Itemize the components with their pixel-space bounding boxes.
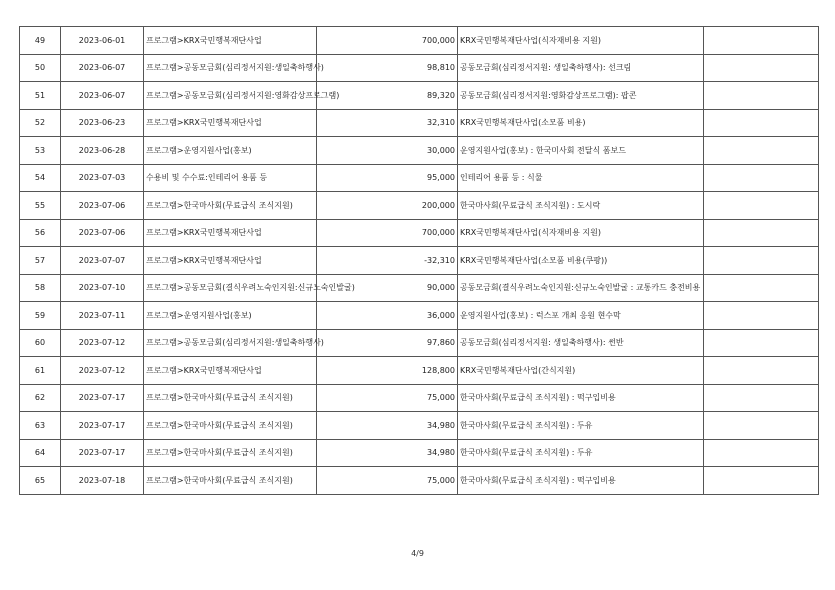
row-amount: 30,000 — [317, 137, 458, 165]
row-amount: 700,000 — [317, 27, 458, 55]
row-detail: 운영지원사업(홍보) : 한국미사회 전달식 폼보드 — [458, 137, 704, 165]
row-date: 2023-07-18 — [61, 467, 144, 495]
row-number: 57 — [20, 247, 61, 275]
row-category: 프로그램>한국마사회(무료급식 조식지원) — [144, 467, 317, 495]
row-number: 63 — [20, 412, 61, 440]
row-number: 55 — [20, 192, 61, 220]
row-date: 2023-07-11 — [61, 302, 144, 330]
row-memo — [704, 357, 819, 385]
row-detail: KRX국민행복재단사업(소모품 비용(쿠팡)) — [458, 247, 704, 275]
row-memo — [704, 274, 819, 302]
row-date: 2023-06-07 — [61, 82, 144, 110]
table-row — [20, 412, 819, 440]
row-date: 2023-07-06 — [61, 219, 144, 247]
row-amount: 34,980 — [317, 439, 458, 467]
row-detail: 운영지원사업(홍보) : 럭스포 개최 응원 현수막 — [458, 302, 704, 330]
row-number: 54 — [20, 164, 61, 192]
row-detail: 한국마사회(무료급식 조식지원) : 두유 — [458, 439, 704, 467]
row-detail: 공동모금회(심리정서지원: 생일축하행사): 선크림 — [458, 54, 704, 82]
row-category: 프로그램>한국마사회(무료급식 조식지원) — [144, 384, 317, 412]
row-category: 프로그램>운영지원사업(홍보) — [144, 137, 317, 165]
row-detail: KRX국민행복재단사업(소모품 비용) — [458, 109, 704, 137]
row-detail: KRX국민행복재단사업(식자재비용 지원) — [458, 27, 704, 55]
row-amount: 90,000 — [317, 274, 458, 302]
row-amount: -32,310 — [317, 247, 458, 275]
row-amount: 97,860 — [317, 329, 458, 357]
row-amount: 200,000 — [317, 192, 458, 220]
row-number: 51 — [20, 82, 61, 110]
table-row — [20, 192, 819, 220]
row-detail: 인테리어 용품 등 : 식물 — [458, 164, 704, 192]
row-category: 프로그램>KRX국민행복재단사업 — [144, 27, 317, 55]
row-date: 2023-07-17 — [61, 412, 144, 440]
table-row — [20, 302, 819, 330]
row-memo — [704, 329, 819, 357]
row-date: 2023-07-17 — [61, 439, 144, 467]
row-category: 프로그램>공동모금회(심리정서지원:생일축하행사) — [144, 329, 317, 357]
table-row — [20, 357, 819, 385]
row-memo — [704, 109, 819, 137]
row-number: 49 — [20, 27, 61, 55]
row-detail: 공동모금회(심리정서지원: 생일축하행사): 썬반 — [458, 329, 704, 357]
row-amount: 32,310 — [317, 109, 458, 137]
row-date: 2023-07-17 — [61, 384, 144, 412]
row-number: 62 — [20, 384, 61, 412]
ledger-body — [20, 27, 819, 495]
row-number: 52 — [20, 109, 61, 137]
table-row — [20, 439, 819, 467]
table-row — [20, 137, 819, 165]
row-category: 프로그램>KRX국민행복재단사업 — [144, 219, 317, 247]
row-number: 56 — [20, 219, 61, 247]
table-row — [20, 219, 819, 247]
row-memo — [704, 54, 819, 82]
row-detail: 공동모금회(심리정서지원:영화감상프로그램): 팝콘 — [458, 82, 704, 110]
row-memo — [704, 137, 819, 165]
row-number: 60 — [20, 329, 61, 357]
row-date: 2023-06-28 — [61, 137, 144, 165]
row-detail: 한국마사회(무료급식 조식지원) : 떡구입비용 — [458, 384, 704, 412]
row-date: 2023-07-12 — [61, 357, 144, 385]
row-category: 프로그램>한국마사회(무료급식 조식지원) — [144, 439, 317, 467]
row-date: 2023-07-07 — [61, 247, 144, 275]
row-amount: 700,000 — [317, 219, 458, 247]
row-category: 프로그램>한국마사회(무료급식 조식지원) — [144, 412, 317, 440]
table-row — [20, 247, 819, 275]
row-amount: 36,000 — [317, 302, 458, 330]
row-memo — [704, 384, 819, 412]
row-amount: 128,800 — [317, 357, 458, 385]
row-category: 프로그램>공동모금회(심리정서지원:영화감상프로그램) — [144, 82, 317, 110]
table-row — [20, 467, 819, 495]
row-amount: 98,810 — [317, 54, 458, 82]
row-memo — [704, 82, 819, 110]
row-amount: 95,000 — [317, 164, 458, 192]
row-category: 프로그램>KRX국민행복재단사업 — [144, 357, 317, 385]
table-row — [20, 384, 819, 412]
row-detail: KRX국민행복재단사업(식자재비용 지원) — [458, 219, 704, 247]
row-category: 프로그램>한국마사회(무료급식 조식지원) — [144, 192, 317, 220]
row-amount: 75,000 — [317, 384, 458, 412]
row-amount: 89,320 — [317, 82, 458, 110]
row-date: 2023-06-07 — [61, 54, 144, 82]
row-memo — [704, 467, 819, 495]
row-category: 프로그램>KRX국민행복재단사업 — [144, 109, 317, 137]
table-row — [20, 109, 819, 137]
table-row — [20, 27, 819, 55]
row-detail: 공동모금회(결식우려노숙인지원:신규노숙인발굴 : 교통카드 충전비용 — [458, 274, 704, 302]
table-row — [20, 329, 819, 357]
row-detail: 한국마사회(무료급식 조식지원) : 도시락 — [458, 192, 704, 220]
row-number: 50 — [20, 54, 61, 82]
row-date: 2023-07-03 — [61, 164, 144, 192]
row-number: 58 — [20, 274, 61, 302]
row-date: 2023-07-06 — [61, 192, 144, 220]
page-number: 4/9 — [411, 549, 424, 558]
row-number: 61 — [20, 357, 61, 385]
row-date: 2023-07-10 — [61, 274, 144, 302]
row-detail: 한국마사회(무료급식 조식지원) : 떡구입비용 — [458, 467, 704, 495]
row-number: 64 — [20, 439, 61, 467]
row-memo — [704, 247, 819, 275]
row-date: 2023-06-01 — [61, 27, 144, 55]
row-memo — [704, 302, 819, 330]
row-amount: 75,000 — [317, 467, 458, 495]
row-memo — [704, 412, 819, 440]
row-memo — [704, 439, 819, 467]
row-date: 2023-07-12 — [61, 329, 144, 357]
row-category: 수용비 및 수수료:인테리어 용품 등 — [144, 164, 317, 192]
row-category: 프로그램>KRX국민행복재단사업 — [144, 247, 317, 275]
row-memo — [704, 192, 819, 220]
row-category: 프로그램>공동모금회(결식우려노숙인지원:신규노숙인발굴) — [144, 274, 317, 302]
row-detail: KRX국민행복재단사업(간식지원) — [458, 357, 704, 385]
row-date: 2023-06-23 — [61, 109, 144, 137]
table-row — [20, 54, 819, 82]
row-category: 프로그램>운영지원사업(홍보) — [144, 302, 317, 330]
table-row — [20, 274, 819, 302]
row-number: 59 — [20, 302, 61, 330]
row-number: 65 — [20, 467, 61, 495]
row-amount: 34,980 — [317, 412, 458, 440]
row-category: 프로그램>공동모금회(심리정서지원:생일축하행사) — [144, 54, 317, 82]
row-number: 53 — [20, 137, 61, 165]
expense-ledger-table — [19, 26, 819, 495]
row-detail: 한국마사회(무료급식 조식지원) : 두유 — [458, 412, 704, 440]
table-row — [20, 82, 819, 110]
row-memo — [704, 164, 819, 192]
table-row — [20, 164, 819, 192]
row-memo — [704, 219, 819, 247]
row-memo — [704, 27, 819, 55]
